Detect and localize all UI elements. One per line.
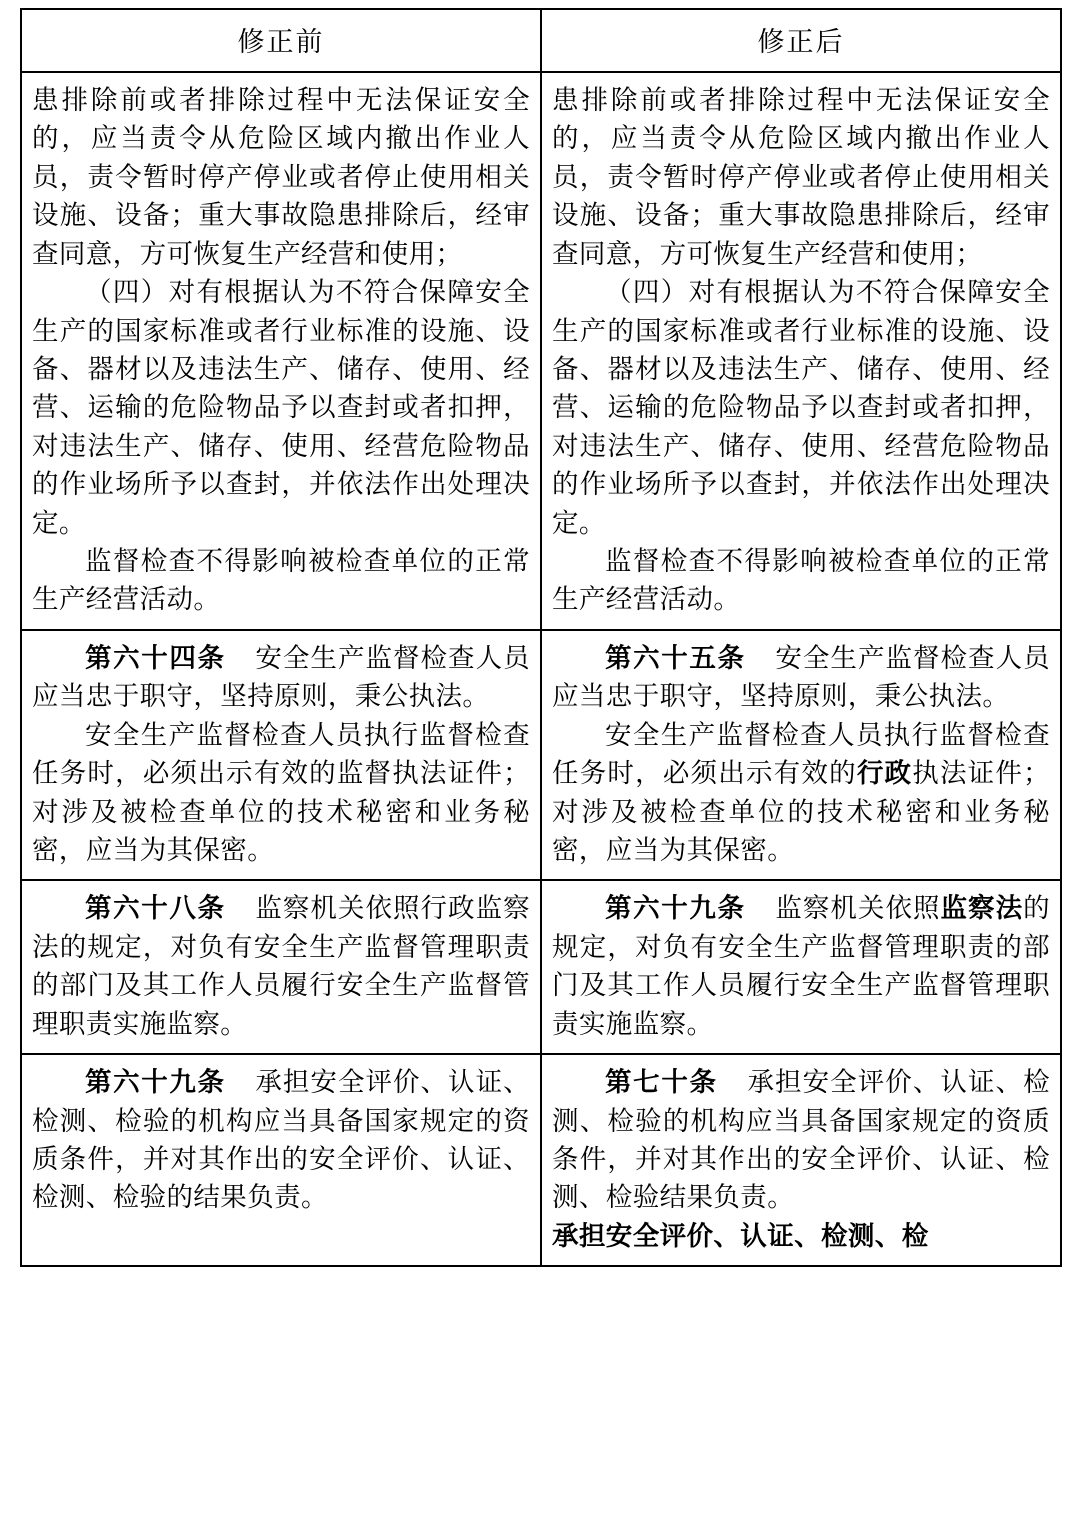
- article-paragraph: [32, 639, 530, 716]
- cell-before: [21, 1054, 541, 1266]
- row-clause-continuation: [21, 72, 1061, 630]
- article-text-after: 的规定，对负有安全生产监督管理职责的部门及其工作人员履行安全生产监督管理职责实施监察。: [552, 893, 1051, 1039]
- article-number: 第六十四条: [85, 642, 226, 673]
- column-header-before: 修正前: [21, 9, 541, 72]
- article-number: 第七十条: [605, 1067, 718, 1098]
- paragraph: 患排除前或者排除过程中无法保证安全的，应当责令从危险区域内撤出作业人员，责令暂时停产停业或者停止使用相关设施、设备；重大事故隐患排除后，经审查同意，方可恢复生产经营和使用；: [32, 85, 530, 269]
- column-header-after: 修正后: [541, 9, 1061, 72]
- cell-before: [21, 630, 541, 881]
- table-body: [21, 72, 1061, 1266]
- paragraph-indent: [552, 716, 1050, 870]
- cell-content: [32, 889, 530, 1043]
- paragraph-indent: （四）对有根据认为不符合保障安全生产的国家标准或者行业标准的设施、设备、器材以及违法生产、储存、使用、经营、运输的危险物品予以查封或者扣押，对违法生产、储存、使用、经营危险物品的作业场所予以查封，并依法作出处理决定。: [32, 277, 530, 538]
- article-paragraph: [552, 889, 1050, 1043]
- amended-text: 监察法: [940, 893, 1024, 924]
- cell-content: [552, 639, 1050, 870]
- cell-after: [541, 630, 1061, 881]
- cell-content: [552, 81, 1050, 619]
- article-number: 第六十九条: [605, 893, 746, 924]
- article-paragraph: [552, 639, 1050, 716]
- cell-content: [552, 889, 1050, 1043]
- row-article-69-70: [21, 1054, 1061, 1266]
- amended-text: 承担安全评价、认证、检测、检: [552, 1220, 929, 1251]
- cell-before: [21, 72, 541, 630]
- bold-continuation-line: [552, 1217, 1050, 1255]
- cell-content: [32, 81, 530, 619]
- paragraph-indent: 安全生产监督检查人员执行监督检查任务时，必须出示有效的监督执法证件；对涉及被检查单位的技术秘密和业务秘密，应当为其保密。: [32, 719, 530, 866]
- cell-content: [552, 1063, 1050, 1255]
- text-after: 执法证件；对涉及被检查单位的技术秘密和业务秘密，应当为其保密。: [552, 758, 1050, 866]
- article-paragraph: [32, 889, 530, 1043]
- row-article-68-69: [21, 880, 1061, 1054]
- article-text: 安全生产监督检查人员应当忠于职守，坚持原则，秉公执法。: [552, 642, 1051, 712]
- article-text: 监察机关依照行政监察法的规定，对负有安全生产监督管理职责的部门及其工作人员履行安全生产监督管理职责实施监察。: [32, 893, 531, 1039]
- article-number: 第六十八条: [85, 893, 226, 924]
- table-header-row: [21, 9, 1061, 72]
- article-text-before: 监察机关依照: [774, 893, 941, 924]
- paragraph-indent: 监督检查不得影响被检查单位的正常生产经营活动。: [552, 546, 1050, 615]
- cell-after: [541, 880, 1061, 1054]
- cell-after: [541, 72, 1061, 630]
- cell-after: [541, 1054, 1061, 1266]
- article-paragraph: [32, 1063, 530, 1217]
- paragraph: 患排除前或者排除过程中无法保证安全的，应当责令从危险区域内撤出作业人员，责令暂时停产停业或者停止使用相关设施、设备；重大事故隐患排除后，经审查同意，方可恢复生产经营和使用；: [552, 85, 1050, 269]
- paragraph-indent: 监督检查不得影响被检查单位的正常生产经营活动。: [32, 546, 530, 615]
- amended-text: 行政: [856, 758, 913, 789]
- cell-content: [32, 1063, 530, 1217]
- article-number: 第六十五条: [605, 642, 746, 673]
- cell-content: [32, 639, 530, 870]
- article-number: 第六十九条: [85, 1067, 226, 1098]
- cell-before: [21, 880, 541, 1054]
- text-before: 安全生产监督检查人员执行监督检查任务时，必须出示有效的: [552, 719, 1050, 789]
- article-text: 安全生产监督检查人员应当忠于职守，坚持原则，秉公执法。: [32, 642, 531, 712]
- paragraph-indent: （四）对有根据认为不符合保障安全生产的国家标准或者行业标准的设施、设备、器材以及违法生产、储存、使用、经营、运输的危险物品予以查封或者扣押，对违法生产、储存、使用、经营危险物品的作业场所予以查封，并依法作出处理决定。: [552, 277, 1050, 538]
- comparison-table: [20, 8, 1062, 1267]
- article-text: 承担安全评价、认证、检测、检验的机构应当具备国家规定的资质条件，并对其作出的安全评价、认证、检测、检验的结果负责。: [32, 1067, 531, 1213]
- row-article-64-65: [21, 630, 1061, 881]
- article-paragraph: [552, 1063, 1050, 1217]
- article-text: 承担安全评价、认证、检测、检验的机构应当具备国家规定的资质条件，并对其作出的安全评价、认证、检测、检验结果负责。: [552, 1067, 1050, 1213]
